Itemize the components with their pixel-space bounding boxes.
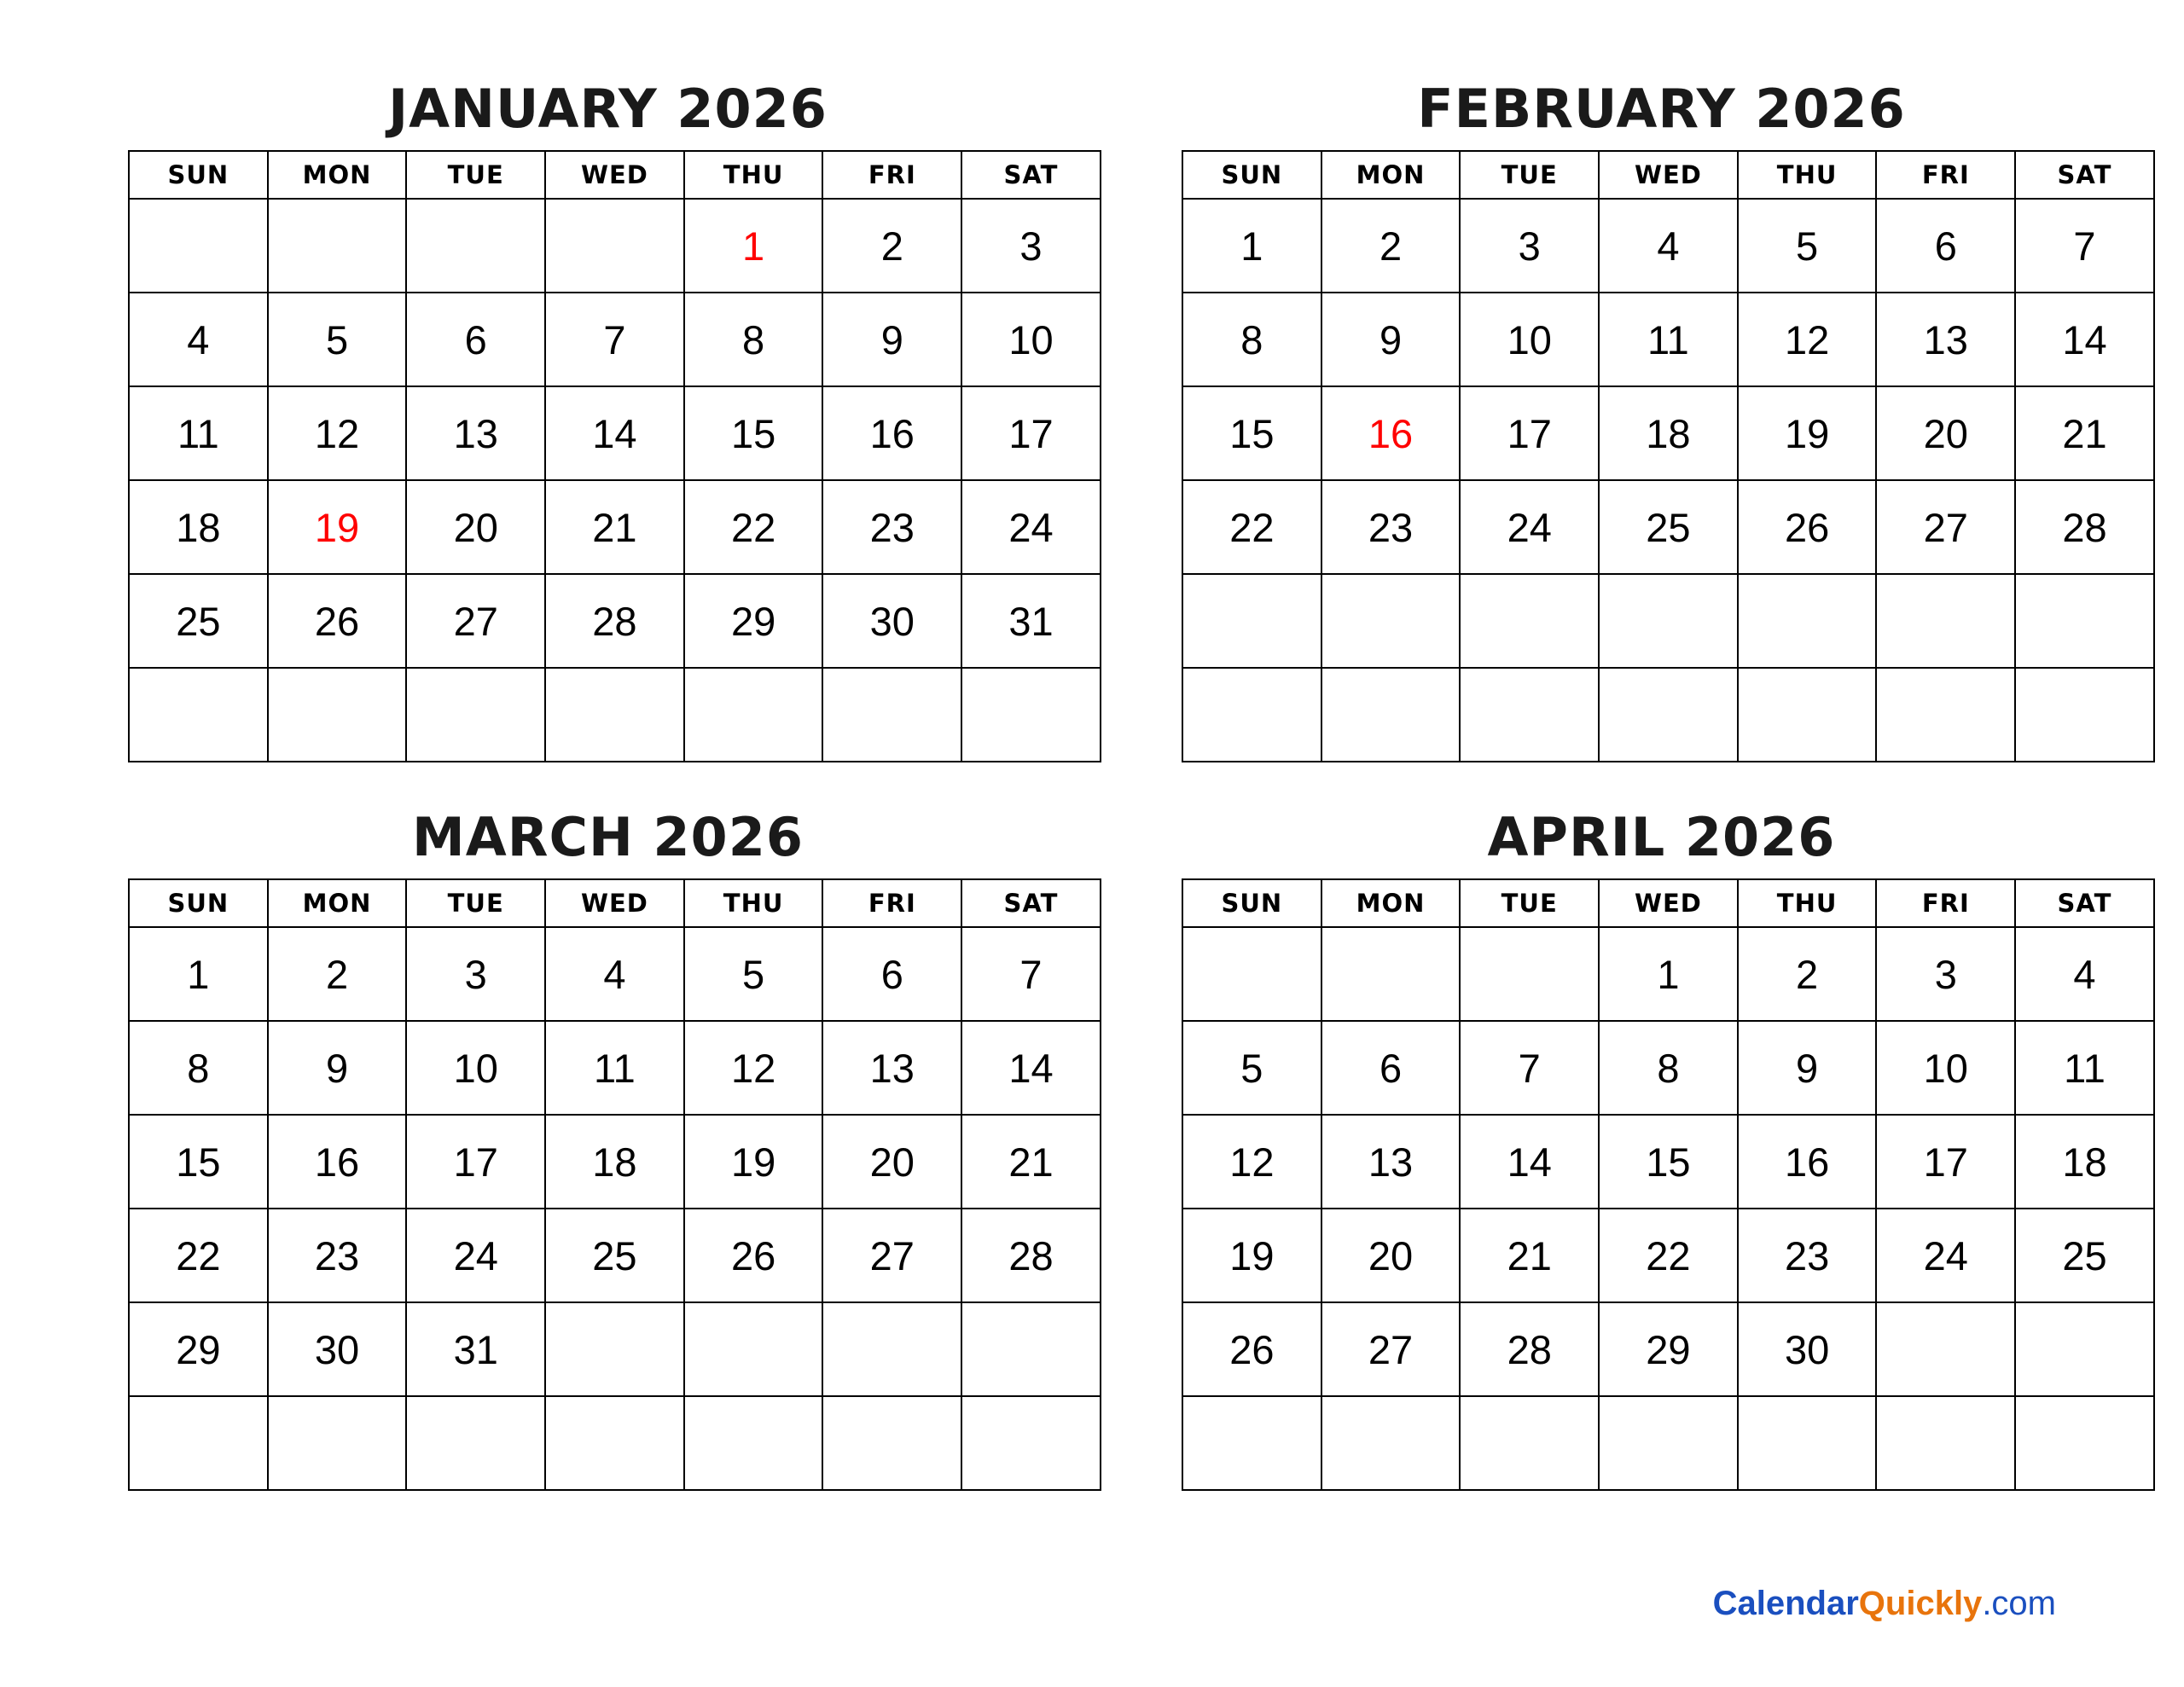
day-cell[interactable]: 27 — [406, 574, 545, 668]
day-cell-empty — [129, 668, 268, 762]
day-cell[interactable]: 30 — [822, 574, 961, 668]
day-cell-empty — [545, 1396, 684, 1490]
day-cell-empty — [406, 668, 545, 762]
day-cell[interactable]: 27 — [1321, 1302, 1461, 1396]
day-cell-empty — [822, 1396, 961, 1490]
day-cell[interactable]: 28 — [545, 574, 684, 668]
day-cell[interactable]: 6 — [1321, 1021, 1461, 1115]
day-cell-empty — [1321, 574, 1461, 668]
site-branding[interactable] — [1713, 1585, 2056, 1623]
weekday-header-wed: WED — [545, 879, 684, 927]
week-row — [129, 668, 1101, 762]
day-cell[interactable]: 4 — [129, 293, 268, 386]
day-cell-empty — [1876, 668, 2015, 762]
day-cell[interactable]: 18 — [545, 1115, 684, 1209]
month-title: APRIL 2026 — [1487, 806, 1836, 869]
day-cell-empty — [822, 668, 961, 762]
month-block — [128, 806, 1088, 1491]
day-cell[interactable]: 1 — [1599, 927, 1738, 1021]
day-cell[interactable]: 21 — [1460, 1209, 1599, 1302]
day-cell[interactable]: 24 — [1876, 1209, 2015, 1302]
day-cell-empty — [1599, 1396, 1738, 1490]
day-cell-empty — [1876, 1396, 2015, 1490]
day-cell-empty — [1182, 927, 1321, 1021]
day-cell[interactable]: 21 — [961, 1115, 1101, 1209]
day-cell-empty — [1182, 1396, 1321, 1490]
day-cell[interactable]: 28 — [2015, 480, 2154, 574]
day-cell[interactable]: 1 — [684, 199, 823, 293]
month-table — [128, 150, 1101, 762]
weekday-header-thu: THU — [1738, 151, 1877, 199]
week-row — [129, 480, 1101, 574]
weekday-header-fri: FRI — [1876, 151, 2015, 199]
brand-quickly-text: Quickly — [1858, 1585, 1983, 1622]
month-title: MARCH 2026 — [412, 806, 804, 869]
weekday-header-thu: THU — [1738, 879, 1877, 927]
day-cell[interactable]: 3 — [1876, 927, 2015, 1021]
weekday-header-wed: WED — [545, 151, 684, 199]
day-cell-empty — [1321, 668, 1461, 762]
day-cell[interactable]: 8 — [684, 293, 823, 386]
day-cell-empty — [1182, 574, 1321, 668]
week-row — [1182, 1209, 2154, 1302]
week-row — [1182, 1396, 2154, 1490]
day-cell[interactable]: 10 — [961, 293, 1101, 386]
day-cell[interactable]: 19 — [684, 1115, 823, 1209]
weekday-header-tue: TUE — [1460, 879, 1599, 927]
day-cell[interactable]: 19 — [1182, 1209, 1321, 1302]
day-cell[interactable]: 4 — [545, 927, 684, 1021]
week-row — [1182, 1302, 2154, 1396]
weekday-header-row — [1182, 151, 2154, 199]
day-cell-empty — [1321, 1396, 1461, 1490]
week-row — [1182, 293, 2154, 386]
day-cell[interactable]: 2 — [268, 927, 407, 1021]
day-cell[interactable]: 18 — [2015, 1115, 2154, 1209]
week-row — [1182, 1115, 2154, 1209]
day-cell[interactable]: 6 — [406, 293, 545, 386]
day-cell-empty — [545, 1302, 684, 1396]
day-cell[interactable]: 11 — [1599, 293, 1738, 386]
day-cell[interactable]: 5 — [1738, 199, 1877, 293]
day-cell[interactable]: 25 — [1599, 480, 1738, 574]
day-cell[interactable]: 23 — [822, 480, 961, 574]
day-cell[interactable]: 31 — [406, 1302, 545, 1396]
day-cell[interactable]: 19 — [268, 480, 407, 574]
month-table — [128, 878, 1101, 1491]
day-cell[interactable]: 4 — [2015, 927, 2154, 1021]
day-cell-empty — [268, 199, 407, 293]
day-cell[interactable]: 30 — [268, 1302, 407, 1396]
day-cell-empty — [961, 1302, 1101, 1396]
week-row — [129, 1021, 1101, 1115]
weekday-header-wed: WED — [1599, 879, 1738, 927]
day-cell-empty — [1182, 668, 1321, 762]
day-cell-empty — [1460, 668, 1599, 762]
day-cell[interactable]: 29 — [129, 1302, 268, 1396]
day-cell[interactable]: 7 — [1460, 1021, 1599, 1115]
week-row — [1182, 1021, 2154, 1115]
day-cell[interactable]: 21 — [2015, 386, 2154, 480]
weekday-header-mon: MON — [1321, 151, 1461, 199]
day-cell[interactable]: 22 — [1599, 1209, 1738, 1302]
day-cell[interactable]: 28 — [961, 1209, 1101, 1302]
day-cell[interactable]: 9 — [1321, 293, 1461, 386]
week-row — [129, 1115, 1101, 1209]
day-cell-empty — [684, 1396, 823, 1490]
day-cell[interactable]: 12 — [684, 1021, 823, 1115]
day-cell[interactable]: 20 — [822, 1115, 961, 1209]
day-cell[interactable]: 5 — [268, 293, 407, 386]
day-cell[interactable]: 6 — [822, 927, 961, 1021]
day-cell-empty — [129, 199, 268, 293]
day-cell[interactable]: 29 — [684, 574, 823, 668]
day-cell-empty — [1321, 927, 1461, 1021]
day-cell[interactable]: 12 — [1738, 293, 1877, 386]
day-cell[interactable]: 16 — [268, 1115, 407, 1209]
day-cell[interactable]: 29 — [1599, 1302, 1738, 1396]
day-cell[interactable]: 16 — [1738, 1115, 1877, 1209]
day-cell[interactable]: 27 — [822, 1209, 961, 1302]
day-cell[interactable]: 8 — [1599, 1021, 1738, 1115]
day-cell[interactable]: 16 — [1321, 386, 1461, 480]
day-cell[interactable]: 26 — [1738, 480, 1877, 574]
day-cell[interactable]: 15 — [684, 386, 823, 480]
week-row — [129, 927, 1101, 1021]
brand-calendar-text: Calendar — [1712, 1585, 1859, 1622]
day-cell[interactable]: 22 — [129, 1209, 268, 1302]
month-title: JANUARY 2026 — [388, 78, 828, 140]
day-cell[interactable]: 10 — [1876, 1021, 2015, 1115]
day-cell-empty — [1599, 574, 1738, 668]
day-cell[interactable]: 15 — [1599, 1115, 1738, 1209]
weekday-header-sun: SUN — [1182, 151, 1321, 199]
week-row — [129, 293, 1101, 386]
day-cell[interactable]: 23 — [1321, 480, 1461, 574]
weekday-header-fri: FRI — [1876, 879, 2015, 927]
day-cell[interactable]: 23 — [1738, 1209, 1877, 1302]
weekday-header-mon: MON — [268, 151, 407, 199]
day-cell[interactable]: 10 — [406, 1021, 545, 1115]
day-cell[interactable]: 8 — [129, 1021, 268, 1115]
month-table — [1182, 150, 2155, 762]
weekday-header-sat: SAT — [961, 879, 1101, 927]
weekday-header-tue: TUE — [406, 879, 545, 927]
day-cell[interactable]: 2 — [1321, 199, 1461, 293]
month-block — [128, 78, 1088, 762]
day-cell[interactable]: 15 — [129, 1115, 268, 1209]
day-cell[interactable]: 31 — [961, 574, 1101, 668]
day-cell[interactable]: 26 — [1182, 1302, 1321, 1396]
day-cell[interactable]: 14 — [2015, 293, 2154, 386]
day-cell[interactable]: 22 — [1182, 480, 1321, 574]
weekday-header-sun: SUN — [129, 879, 268, 927]
day-cell[interactable]: 3 — [406, 927, 545, 1021]
day-cell-empty — [406, 199, 545, 293]
day-cell[interactable]: 4 — [1599, 199, 1738, 293]
day-cell[interactable]: 9 — [1738, 1021, 1877, 1115]
weekday-header-sun: SUN — [129, 151, 268, 199]
day-cell[interactable]: 14 — [545, 386, 684, 480]
weekday-header-thu: THU — [684, 879, 823, 927]
weekday-header-fri: FRI — [822, 879, 961, 927]
day-cell[interactable]: 17 — [1460, 386, 1599, 480]
week-row — [1182, 480, 2154, 574]
day-cell-empty — [1460, 1396, 1599, 1490]
weekday-header-row — [129, 151, 1101, 199]
day-cell[interactable]: 12 — [268, 386, 407, 480]
day-cell[interactable]: 28 — [1460, 1302, 1599, 1396]
day-cell[interactable]: 20 — [1876, 386, 2015, 480]
day-cell[interactable]: 11 — [545, 1021, 684, 1115]
weekday-header-mon: MON — [268, 879, 407, 927]
day-cell-empty — [2015, 1302, 2154, 1396]
day-cell[interactable]: 13 — [1321, 1115, 1461, 1209]
day-cell-empty — [684, 668, 823, 762]
day-cell-empty — [1738, 574, 1877, 668]
week-row — [1182, 386, 2154, 480]
day-cell-empty — [406, 1396, 545, 1490]
day-cell[interactable]: 22 — [684, 480, 823, 574]
day-cell-empty — [268, 668, 407, 762]
week-row — [129, 386, 1101, 480]
month-title: FEBRUARY 2026 — [1417, 78, 1906, 140]
weekday-header-sat: SAT — [961, 151, 1101, 199]
day-cell[interactable]: 3 — [961, 199, 1101, 293]
day-cell[interactable]: 16 — [822, 386, 961, 480]
day-cell[interactable]: 18 — [1599, 386, 1738, 480]
weekday-header-wed: WED — [1599, 151, 1738, 199]
week-row — [129, 1396, 1101, 1490]
day-cell-empty — [1738, 668, 1877, 762]
week-row — [1182, 668, 2154, 762]
brand-domain-text: .com — [1982, 1585, 2056, 1622]
day-cell[interactable]: 24 — [961, 480, 1101, 574]
weekday-header-mon: MON — [1321, 879, 1461, 927]
month-block — [1182, 78, 2141, 762]
weekday-header-sat: SAT — [2015, 879, 2154, 927]
month-table — [1182, 878, 2155, 1491]
day-cell[interactable]: 11 — [2015, 1021, 2154, 1115]
day-cell[interactable]: 17 — [1876, 1115, 2015, 1209]
day-cell-empty — [545, 668, 684, 762]
weekday-header-tue: TUE — [406, 151, 545, 199]
day-cell[interactable]: 1 — [129, 927, 268, 1021]
day-cell[interactable]: 24 — [1460, 480, 1599, 574]
day-cell[interactable]: 7 — [2015, 199, 2154, 293]
weekday-header-fri: FRI — [822, 151, 961, 199]
day-cell[interactable]: 2 — [1738, 927, 1877, 1021]
week-row — [129, 199, 1101, 293]
day-cell[interactable]: 13 — [822, 1021, 961, 1115]
day-cell-empty — [1738, 1396, 1877, 1490]
day-cell[interactable]: 13 — [1876, 293, 2015, 386]
week-row — [1182, 574, 2154, 668]
day-cell[interactable]: 6 — [1876, 199, 2015, 293]
day-cell[interactable]: 12 — [1182, 1115, 1321, 1209]
day-cell[interactable]: 5 — [684, 927, 823, 1021]
day-cell[interactable]: 3 — [1460, 199, 1599, 293]
day-cell[interactable]: 25 — [2015, 1209, 2154, 1302]
day-cell-empty — [1599, 668, 1738, 762]
weekday-header-thu: THU — [684, 151, 823, 199]
week-row — [1182, 199, 2154, 293]
day-cell[interactable]: 11 — [129, 386, 268, 480]
day-cell-empty — [1460, 574, 1599, 668]
week-row — [129, 574, 1101, 668]
day-cell[interactable]: 25 — [545, 1209, 684, 1302]
day-cell[interactable]: 27 — [1876, 480, 2015, 574]
day-cell-empty — [822, 1302, 961, 1396]
day-cell[interactable]: 17 — [406, 1115, 545, 1209]
day-cell[interactable]: 9 — [268, 1021, 407, 1115]
day-cell[interactable]: 7 — [545, 293, 684, 386]
day-cell[interactable]: 14 — [1460, 1115, 1599, 1209]
week-row — [129, 1302, 1101, 1396]
day-cell-empty — [268, 1396, 407, 1490]
day-cell[interactable]: 17 — [961, 386, 1101, 480]
day-cell-empty — [2015, 1396, 2154, 1490]
day-cell-empty — [1460, 927, 1599, 1021]
day-cell[interactable]: 8 — [1182, 293, 1321, 386]
day-cell[interactable]: 21 — [545, 480, 684, 574]
day-cell[interactable]: 13 — [406, 386, 545, 480]
day-cell-empty — [2015, 668, 2154, 762]
months-grid — [128, 78, 2112, 1491]
weekday-header-row — [129, 879, 1101, 927]
day-cell[interactable]: 19 — [1738, 386, 1877, 480]
week-row — [1182, 927, 2154, 1021]
day-cell[interactable]: 20 — [1321, 1209, 1461, 1302]
day-cell[interactable]: 30 — [1738, 1302, 1877, 1396]
day-cell[interactable]: 14 — [961, 1021, 1101, 1115]
day-cell[interactable]: 26 — [684, 1209, 823, 1302]
day-cell[interactable]: 25 — [129, 574, 268, 668]
weekday-header-sat: SAT — [2015, 151, 2154, 199]
day-cell[interactable]: 26 — [268, 574, 407, 668]
day-cell-empty — [1876, 574, 2015, 668]
day-cell-empty — [961, 1396, 1101, 1490]
week-row — [129, 1209, 1101, 1302]
day-cell[interactable]: 24 — [406, 1209, 545, 1302]
day-cell[interactable]: 1 — [1182, 199, 1321, 293]
day-cell[interactable]: 18 — [129, 480, 268, 574]
weekday-header-tue: TUE — [1460, 151, 1599, 199]
day-cell[interactable]: 2 — [822, 199, 961, 293]
day-cell[interactable]: 20 — [406, 480, 545, 574]
day-cell-empty — [684, 1302, 823, 1396]
weekday-header-row — [1182, 879, 2154, 927]
day-cell-empty — [545, 199, 684, 293]
day-cell-empty — [1876, 1302, 2015, 1396]
day-cell[interactable]: 23 — [268, 1209, 407, 1302]
day-cell-empty — [129, 1396, 268, 1490]
day-cell[interactable]: 5 — [1182, 1021, 1321, 1115]
day-cell[interactable]: 7 — [961, 927, 1101, 1021]
month-block — [1182, 806, 2141, 1491]
day-cell[interactable]: 15 — [1182, 386, 1321, 480]
weekday-header-sun: SUN — [1182, 879, 1321, 927]
day-cell-empty — [961, 668, 1101, 762]
day-cell[interactable]: 10 — [1460, 293, 1599, 386]
day-cell-empty — [2015, 574, 2154, 668]
day-cell[interactable]: 9 — [822, 293, 961, 386]
